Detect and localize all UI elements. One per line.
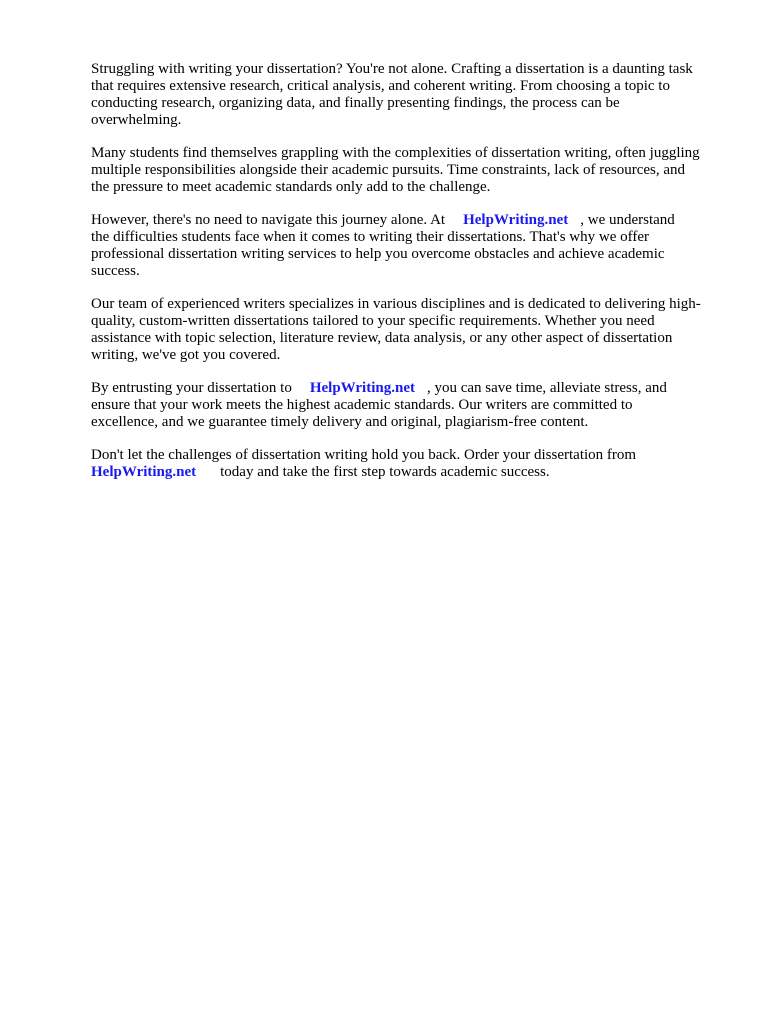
text-line: Our team of experienced writers specializes in various disciplines and is dedicated to delivering high- <box>91 296 701 312</box>
text-line: the pressure to meet academic standards only add to the challenge. <box>91 179 491 195</box>
text-line: assistance with topic selection, literature review, data analysis, or any other aspect of dissertation <box>91 330 673 346</box>
text-segment: , you can save time, alleviate stress, and <box>426 380 667 396</box>
paragraph-intro <box>91 61 731 129</box>
text-line: professional dissertation writing services to help you overcome obstacles and achieve academic <box>91 246 665 262</box>
paragraph-benefits <box>91 380 731 431</box>
paragraph-service <box>91 212 731 280</box>
text-line <box>91 380 731 397</box>
text-line: multiple responsibilities alongside their academic pursuits. Time constraints, lack of resources, and <box>91 162 686 178</box>
text-line: excellence, and we guarantee timely delivery and original, plagiarism-free content. <box>91 414 589 430</box>
text-line <box>91 212 731 229</box>
text-line: quality, custom-written dissertations tailored to your specific requirements. Whether you need <box>91 313 655 329</box>
helpwriting-link[interactable]: HelpWriting.net <box>309 380 415 396</box>
text-line: writing, we've got you covered. <box>91 347 281 363</box>
text-line: the difficulties students face when it comes to writing their dissertations. That's why we offer <box>91 229 649 245</box>
text-line: Don't let the challenges of dissertation writing hold you back. Order your dissertation from <box>91 447 637 463</box>
text-line: ensure that your work meets the highest academic standards. Our writers are committed to <box>91 397 633 413</box>
text-line: Struggling with writing your dissertation? You're not alone. Crafting a dissertation is a daunting task <box>91 61 693 77</box>
text-line: overwhelming. <box>91 112 182 128</box>
helpwriting-link[interactable]: HelpWriting.net <box>91 464 197 480</box>
paragraph-call-to-action <box>91 447 731 481</box>
text-line: Many students find themselves grappling with the complexities of dissertation writing, often juggling <box>91 145 700 161</box>
text-line: success. <box>91 263 140 279</box>
text-line <box>91 464 731 481</box>
text-segment: today and take the first step towards academic success. <box>220 464 550 480</box>
helpwriting-link[interactable]: HelpWriting.net <box>463 212 569 228</box>
text-line: conducting research, organizing data, and finally presenting findings, the process can be <box>91 95 620 111</box>
text-line: that requires extensive research, critical analysis, and coherent writing. From choosing a topic to <box>91 78 670 94</box>
text-segment: , we understand <box>580 212 675 228</box>
paragraph-writers <box>91 296 731 364</box>
text-segment: By entrusting your dissertation to <box>91 380 292 396</box>
paragraph-challenges <box>91 145 731 196</box>
document-page <box>91 61 731 497</box>
text-segment: However, there's no need to navigate this journey alone. At <box>91 212 446 228</box>
